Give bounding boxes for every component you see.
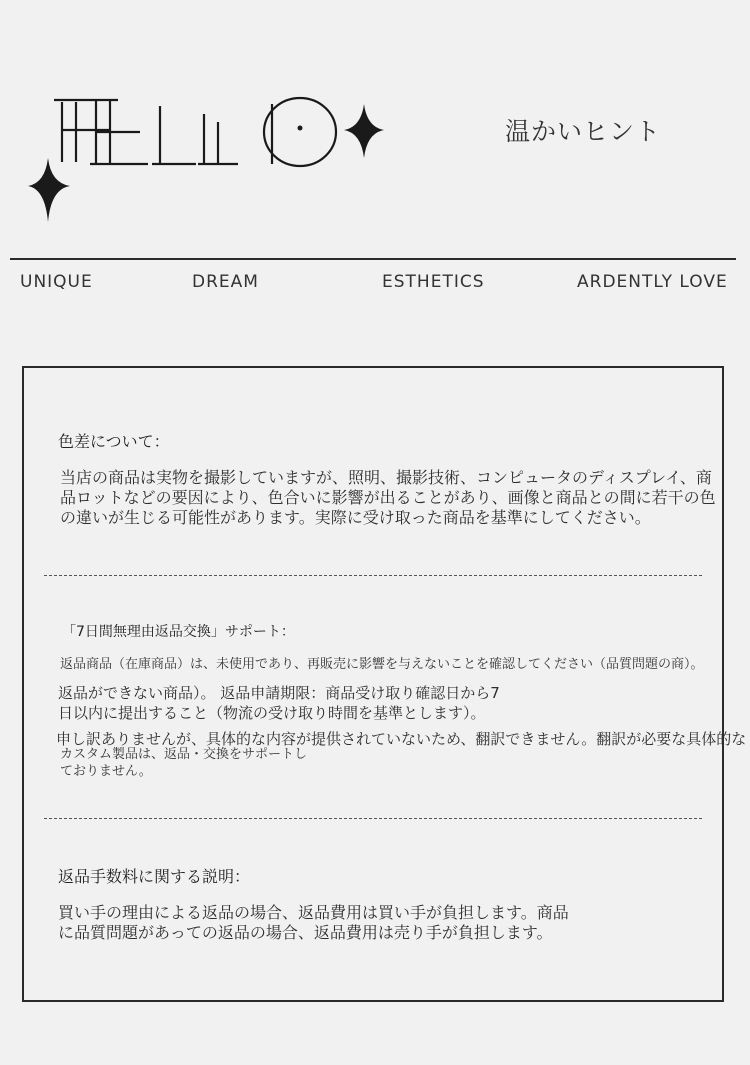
returns-line-5: カスタム製品は、返品・交換をサポートし [60, 747, 308, 762]
header-subtitle: 温かいヒント [505, 117, 662, 146]
nav-item-ardently-love: ARDENTLY LOVE [577, 272, 728, 292]
returns-line-6: ておりません。 [60, 764, 152, 779]
fee-line-2: に品質問題があっての返品の場合、返品費用は売り手が負担します。 [58, 923, 553, 942]
returns-line-3: 日以内に提出すること（物流の受け取り時間を基準とします）。 [58, 704, 486, 722]
nav-item-dream: DREAM [192, 272, 259, 292]
returns-line-2: 返品ができない商品）。 返品申請期限：商品受け取り確認日から7 [58, 684, 500, 702]
returns-line-4: 申し訳ありませんが、具体的な内容が提供されていないため、翻訳できません。翻訳が必要な具体的な [56, 730, 747, 748]
section-divider [44, 575, 702, 576]
returns-heading: 「7日間無理由返品交換」サポート： [62, 624, 295, 640]
hello-logo [28, 92, 388, 232]
returns-line-1: 返品商品（在庫商品）は、未使用であり、再販売に影響を与えないことを確認してください（品質問題の商）。 [60, 657, 704, 672]
nav-item-unique: UNIQUE [20, 272, 93, 292]
color-heading: 色差について： [58, 432, 170, 451]
fee-heading: 返品手数料に関する説明： [58, 867, 251, 886]
color-line-1: 当店の商品は実物を撮影していますが、照明、撮影技術、コンピュータのディスプレイ、商 [60, 468, 712, 487]
nav-item-esthetics: ESTHETICS [382, 272, 485, 292]
header-divider [10, 258, 736, 260]
fee-line-1: 買い手の理由による返品の場合、返品費用は買い手が負担します。商品 [58, 903, 569, 922]
color-text [60, 468, 720, 528]
fee-text [58, 903, 569, 943]
color-line-2: 品ロットなどの要因により、色合いに影響が出ることがあり、画像と商品との間に若干の色 [60, 488, 716, 507]
section-divider [44, 818, 702, 819]
color-line-3: の違いが生じる可能性があります。実際に受け取った商品を基準にしてください。 [60, 508, 651, 527]
